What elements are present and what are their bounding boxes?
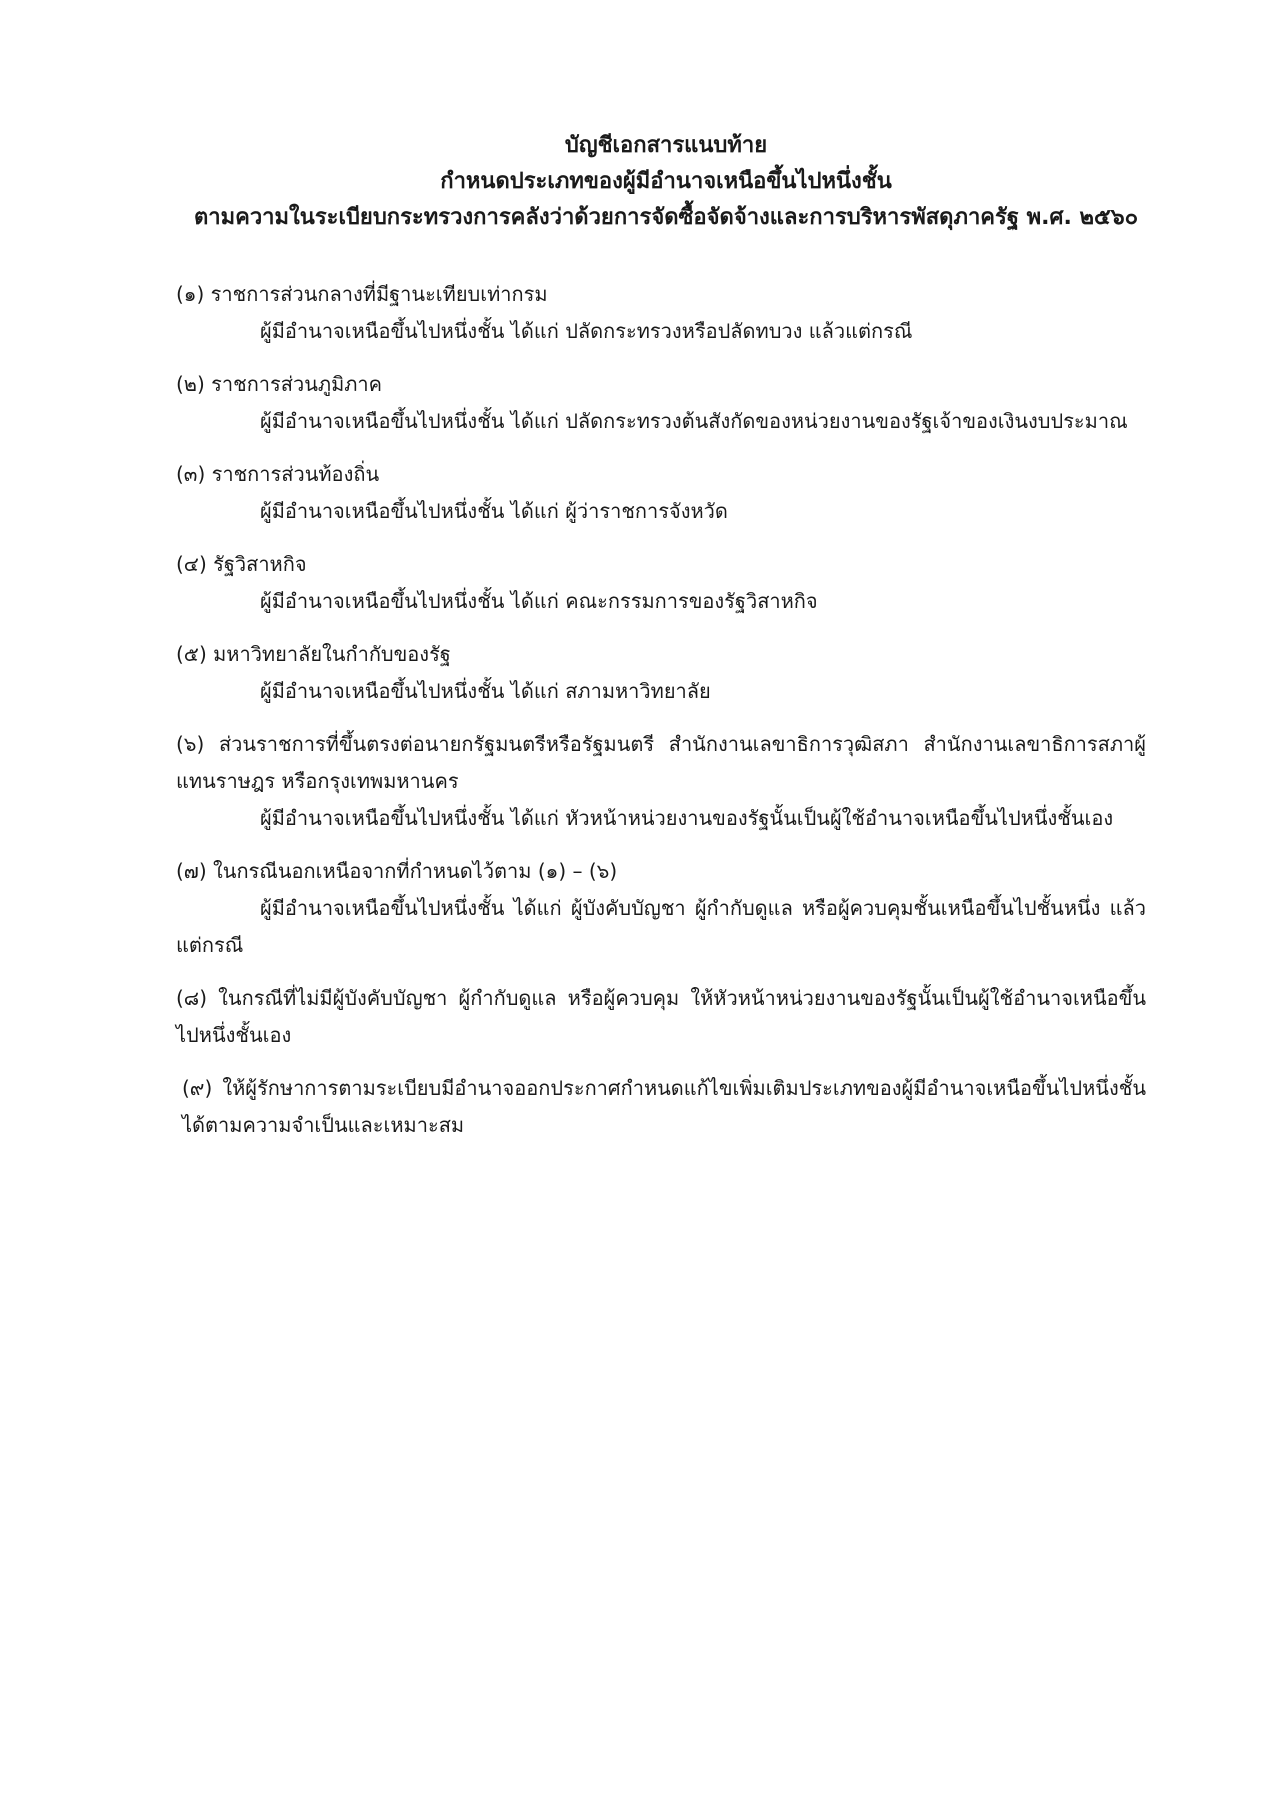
section-9 [176, 1070, 1146, 1144]
section-body: ผู้มีอำนาจเหนือขึ้นไปหนึ่งชั้น ได้แก่ หัวหน้าหน่วยงานของรัฐนั้นเป็นผู้ใช้อำนาจเหนือขึ้นไปหนึ่งชั้นเอง [260, 806, 1114, 830]
section-5 [176, 636, 1146, 710]
section-body: ผู้มีอำนาจเหนือขึ้นไปหนึ่งชั้น ได้แก่ คณะกรรมการของรัฐวิสาหกิจ [260, 589, 818, 613]
section-6 [176, 726, 1146, 837]
section-7 [176, 853, 1146, 964]
section-3 [176, 456, 1146, 530]
section-body: ผู้มีอำนาจเหนือขึ้นไปหนึ่งชั้น ได้แก่ ปลัดกระทรวงต้นสังกัดของหน่วยงานของรัฐเจ้าของเงินงบประมาณ [260, 409, 1128, 433]
section-body: ผู้มีอำนาจเหนือขึ้นไปหนึ่งชั้น ได้แก่ ผู้บังคับบัญชา ผู้กำกับดูแล หรือผู้ควบคุมชั้นเหนือขึ้นไปชั้นหนึ่ง แล้วแต่กรณี [176, 896, 1147, 957]
section-heading: (๔) รัฐวิสาหกิจ [176, 552, 307, 576]
header-subtitle: กำหนดประเภทของผู้มีอำนาจเหนือขึ้นไปหนึ่งชั้น [440, 169, 892, 194]
section-2 [176, 366, 1146, 440]
header-title: บัญชีเอกสารแนบท้าย [564, 133, 768, 158]
section-4 [176, 546, 1146, 620]
section-heading: (๓) ราชการส่วนท้องถิ่น [176, 462, 380, 486]
document-header [186, 128, 1146, 236]
section-heading: (๒) ราชการส่วนภูมิภาค [176, 372, 383, 396]
section-body: ผู้มีอำนาจเหนือขึ้นไปหนึ่งชั้น ได้แก่ ปลัดกระทรวงหรือปลัดทบวง แล้วแต่กรณี [260, 319, 913, 343]
section-1 [176, 276, 1146, 350]
header-regulation-reference: ตามความในระเบียบกระทรวงการคลังว่าด้วยการจัดซื้อจัดจ้างและการบริหารพัสดุภาครัฐ พ.ศ. ๒๕๖๐ [193, 205, 1139, 230]
section-body: ผู้มีอำนาจเหนือขึ้นไปหนึ่งชั้น ได้แก่ สภามหาวิทยาลัย [260, 679, 711, 703]
section-body: ผู้มีอำนาจเหนือขึ้นไปหนึ่งชั้น ได้แก่ ผู้ว่าราชการจังหวัด [260, 499, 728, 523]
section-heading: (๖) ส่วนราชการที่ขึ้นตรงต่อนายกรัฐมนตรีหรือรัฐมนตรี สำนักงานเลขาธิการวุฒิสภา สำนักงานเลขาธิการสภาผู้แทนราษฎร หรือกรุงเทพมหานคร [176, 732, 1146, 793]
section-heading: (๑) ราชการส่วนกลางที่มีฐานะเทียบเท่ากรม [176, 282, 548, 306]
section-heading: (๙) ให้ผู้รักษาการตามระเบียบมีอำนาจออกประกาศกำหนดแก้ไขเพิ่มเติมประเภทของผู้มีอำนาจเหนือขึ้นไปหนึ่งชั้น ได้ตามความจำเป็นและเหมาะสม [182, 1076, 1146, 1137]
section-heading: (๕) มหาวิทยาลัยในกำกับของรัฐ [176, 642, 451, 666]
section-heading: (๗) ในกรณีนอกเหนือจากที่กำหนดไว้ตาม (๑) – (๖) [176, 859, 618, 883]
section-heading: (๘) ในกรณีที่ไม่มีผู้บังคับบัญชา ผู้กำกับดูแล หรือผู้ควบคุม ให้หัวหน้าหน่วยงานของรัฐนั้นเป็นผู้ใช้อำนาจเหนือขึ้นไปหนึ่งชั้นเอง [176, 986, 1146, 1047]
section-8 [176, 980, 1146, 1054]
